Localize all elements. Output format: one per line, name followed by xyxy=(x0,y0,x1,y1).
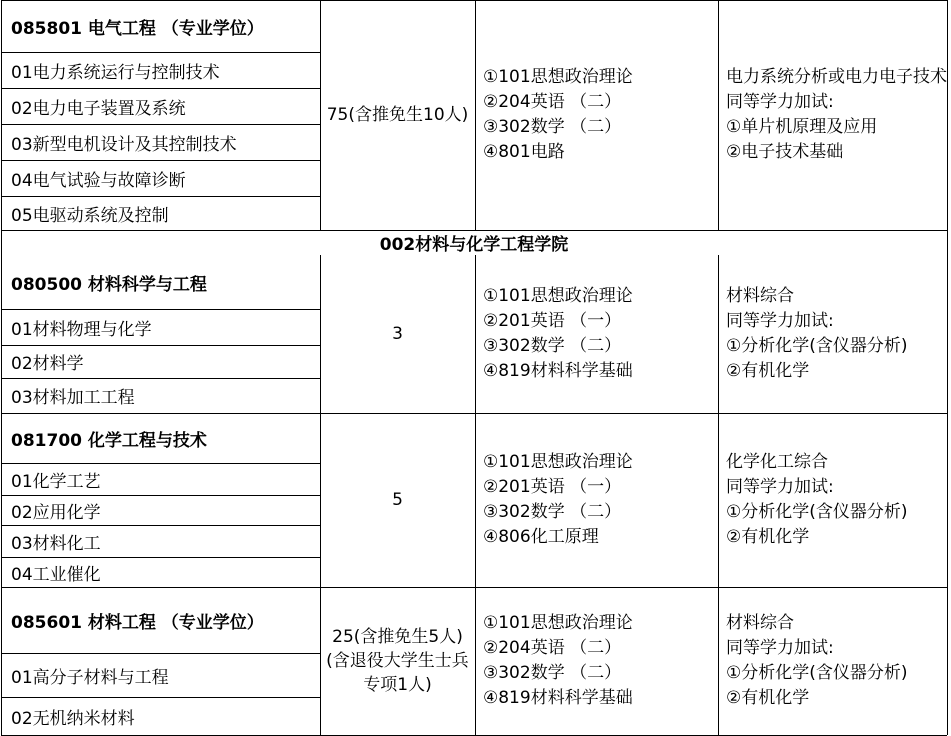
exam-subjects xyxy=(475,255,718,413)
retest-subjects-line: 化学化工综合 xyxy=(726,452,828,472)
retest-subjects xyxy=(718,587,947,735)
retest-subjects-line: ②有机化学 xyxy=(726,527,810,547)
enrollment-quota: 5 xyxy=(392,490,403,510)
column-divider xyxy=(947,255,948,413)
research-direction: 01化学工艺 xyxy=(11,471,101,492)
research-direction: 01电力系统运行与控制技术 xyxy=(11,62,220,83)
enrollment-quota: 3 xyxy=(392,324,403,344)
major-title: 081700 化学工程与技术 xyxy=(11,430,207,451)
retest-subjects-line: ②电子技术基础 xyxy=(726,142,844,162)
column-divider xyxy=(718,0,719,230)
school-header: 002材料与化学工程学院 xyxy=(379,235,569,255)
exam-subjects-line: ①101思想政治理论 xyxy=(483,67,633,87)
enrollment-quota: 25(含推免生5人)(含退役大学生士兵专项1人) xyxy=(326,627,469,695)
major-title: 085801 电气工程 （专业学位） xyxy=(11,18,264,39)
column-divider xyxy=(475,255,476,413)
column-divider xyxy=(475,587,476,735)
research-direction: 05电驱动系统及控制 xyxy=(11,205,169,226)
exam-subjects-line: ④819材料科学基础 xyxy=(483,361,633,381)
column-divider xyxy=(320,0,321,230)
retest-subjects-line: 同等学力加试: xyxy=(726,477,834,497)
enrollment-quota: 75(含推免生10人) xyxy=(326,105,469,125)
column-divider xyxy=(718,587,719,735)
column-divider xyxy=(947,587,948,735)
retest-subjects-line: 材料综合 xyxy=(726,613,794,633)
exam-subjects-line: ②201英语 （一） xyxy=(483,311,622,331)
research-direction: 01高分子材料与工程 xyxy=(11,667,169,688)
exam-subjects xyxy=(475,587,718,735)
retest-subjects-line: ①分析化学(含仪器分析) xyxy=(726,663,908,683)
column-divider xyxy=(1,0,2,230)
column-divider xyxy=(1,587,2,735)
exam-subjects-line: ②204英语 （二） xyxy=(483,638,622,658)
retest-subjects-line: ②有机化学 xyxy=(726,361,810,381)
column-divider xyxy=(1,413,2,587)
column-divider xyxy=(1,255,2,413)
exam-subjects-line: ③302数学 （二） xyxy=(483,502,622,522)
retest-subjects-line: ②有机化学 xyxy=(726,688,810,708)
research-direction: 02材料学 xyxy=(11,354,84,374)
column-divider xyxy=(320,255,321,413)
column-divider xyxy=(718,255,719,413)
exam-subjects-line: ③302数学 （二） xyxy=(483,663,622,683)
exam-subjects-line: ①101思想政治理论 xyxy=(483,452,633,472)
research-direction: 04电气试验与故障诊断 xyxy=(11,170,186,191)
major-title: 085601 材料工程 （专业学位） xyxy=(11,612,264,633)
research-direction: 04工业催化 xyxy=(11,564,101,585)
retest-subjects-line: 同等学力加试: xyxy=(726,92,834,112)
research-direction: 02无机纳米材料 xyxy=(11,708,135,729)
retest-subjects xyxy=(718,413,947,587)
column-divider xyxy=(947,230,948,255)
retest-subjects-line: ①单片机原理及应用 xyxy=(726,117,878,137)
retest-subjects xyxy=(718,255,947,413)
column-divider xyxy=(1,230,2,255)
exam-subjects-line: ①101思想政治理论 xyxy=(483,613,633,633)
exam-subjects xyxy=(475,0,718,230)
exam-subjects-line: ②201英语 （一） xyxy=(483,477,622,497)
column-divider xyxy=(947,413,948,587)
research-direction: 02应用化学 xyxy=(11,502,101,523)
research-direction: 03材料化工 xyxy=(11,533,101,554)
exam-subjects-line: ③302数学 （二） xyxy=(483,336,622,356)
column-divider xyxy=(475,0,476,230)
column-divider xyxy=(475,413,476,587)
column-divider xyxy=(718,413,719,587)
retest-subjects-line: 材料综合 xyxy=(726,286,794,306)
research-direction: 03新型电机设计及其控制技术 xyxy=(11,134,237,155)
retest-subjects-line: 同等学力加试: xyxy=(726,311,834,331)
exam-subjects-line: ③302数学 （二） xyxy=(483,117,622,137)
retest-subjects-line: ①分析化学(含仪器分析) xyxy=(726,502,908,522)
exam-subjects-line: ②204英语 （二） xyxy=(483,92,622,112)
retest-subjects-line: 电力系统分析或电力电子技术 xyxy=(726,67,947,87)
exam-subjects-line: ①101思想政治理论 xyxy=(483,286,633,306)
retest-subjects-line: 同等学力加试: xyxy=(726,638,834,658)
column-divider xyxy=(320,413,321,587)
exam-subjects xyxy=(475,413,718,587)
column-divider xyxy=(947,0,948,230)
exam-subjects-line: ④801电路 xyxy=(483,142,565,162)
exam-subjects-line: ④806化工原理 xyxy=(483,527,599,547)
retest-subjects-line: ①分析化学(含仪器分析) xyxy=(726,336,908,356)
column-divider xyxy=(320,587,321,735)
research-direction: 02电力电子装置及系统 xyxy=(11,98,186,119)
research-direction: 03材料加工工程 xyxy=(11,388,135,408)
retest-subjects xyxy=(718,0,947,230)
major-title: 080500 材料科学与工程 xyxy=(11,274,207,295)
research-direction: 01材料物理与化学 xyxy=(11,319,152,340)
exam-subjects-line: ④819材料科学基础 xyxy=(483,688,633,708)
